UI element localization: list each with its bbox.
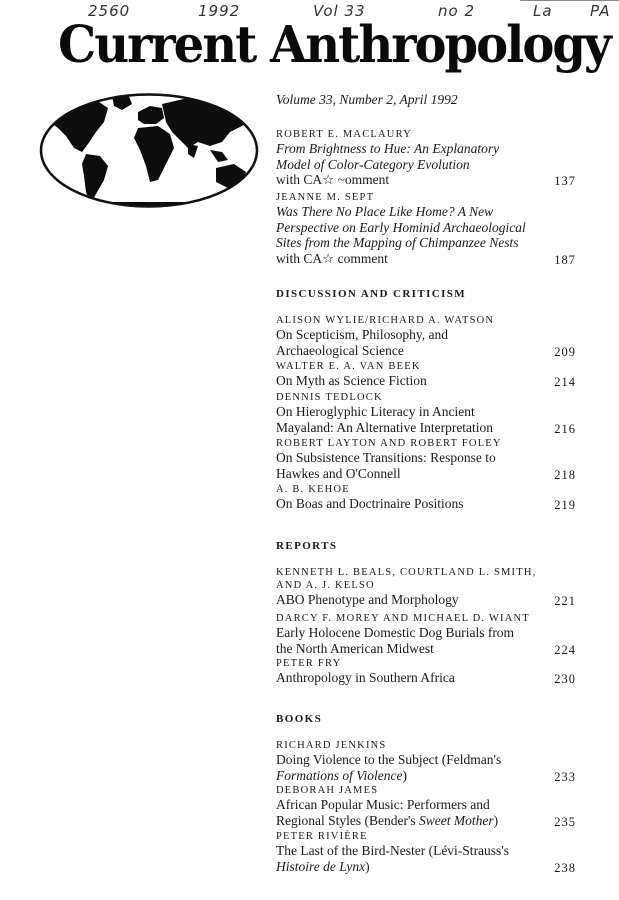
entry-author: RICHARD JENKINS <box>276 740 387 751</box>
article-title: with CA☆ ~omment <box>276 172 390 187</box>
annotation-number: 2560 <box>88 2 131 20</box>
entry-title-end: ) <box>365 858 370 874</box>
entry-last-line <box>276 592 576 608</box>
page-number: 224 <box>554 642 576 657</box>
article-entry[interactable] <box>276 128 576 188</box>
article-entry[interactable] <box>276 191 576 266</box>
discussion-entry[interactable] <box>276 483 576 512</box>
page-number: 219 <box>554 498 576 512</box>
article-comment-line <box>276 251 576 267</box>
entry-author: DENNIS TEDLOCK <box>276 392 383 403</box>
article-author: JEANNE M. SEPT <box>276 192 375 203</box>
book-review-entry[interactable] <box>276 830 576 874</box>
entry-title: On Boas and Doctrinaire Positions <box>276 496 464 511</box>
annotation-lang: La <box>533 2 553 20</box>
discussion-entry[interactable] <box>276 437 576 481</box>
section-heading-books: BOOKS <box>276 713 323 725</box>
entry-title: The Last of the Bird-Nester (Lévi-Strauss's <box>276 843 509 858</box>
entry-last-line <box>276 813 576 829</box>
discussion-entry[interactable] <box>276 314 576 358</box>
entry-title: Early Holocene Domestic Dog Burials from <box>276 625 515 640</box>
entry-author: PETER RIVIÈRE <box>276 831 368 842</box>
annotation-issue: no 2 <box>438 2 475 20</box>
entry-title: On Scepticism, Philosophy, and <box>276 327 448 342</box>
entry-title: Doing Violence to the Subject (Feldman's <box>276 752 502 767</box>
entry-title: On Hieroglyphic Literacy in Ancient <box>276 404 475 419</box>
report-entry[interactable] <box>276 612 576 656</box>
page-number: 214 <box>554 375 576 389</box>
article-comment-line <box>276 172 576 188</box>
page-number: 218 <box>554 467 576 482</box>
report-entry[interactable] <box>276 657 576 686</box>
page-number: 137 <box>554 174 576 188</box>
page-number: 235 <box>554 814 576 829</box>
section-heading-discussion: DISCUSSION AND CRITICISM <box>276 288 467 300</box>
entry-title: On Myth as Science Fiction <box>276 373 427 388</box>
book-title: Formations of Violence <box>276 767 403 783</box>
entry-author: WALTER E. A. VAN BEEK <box>276 361 421 372</box>
entry-title: Archaeological Science <box>276 342 404 358</box>
entry-author: ROBERT LAYTON AND ROBERT FOLEY <box>276 438 502 449</box>
book-review-entry[interactable] <box>276 739 576 783</box>
entry-title: Anthropology in Southern Africa <box>276 670 455 685</box>
entry-author: AND A. J. KELSO <box>276 580 375 591</box>
discussion-entry[interactable] <box>276 391 576 435</box>
annotation-year: 1992 <box>198 2 241 20</box>
entry-title: Regional Styles (Bender's <box>276 812 420 828</box>
article-author: ROBERT E. MACLAURY <box>276 129 412 140</box>
entry-last-line <box>276 373 576 389</box>
world-map-logo <box>38 92 260 209</box>
entry-author: PETER FRY <box>276 658 342 669</box>
article-title: with CA☆ comment <box>276 250 388 266</box>
issue-line: Volume 33, Number 2, April 1992 <box>276 92 458 107</box>
entry-title: ABO Phenotype and Morphology <box>276 592 459 607</box>
article-title: Sites from the Mapping of Chimpanzee Nests <box>276 235 519 250</box>
page-number: 230 <box>554 672 576 686</box>
entry-author: DEBORAH JAMES <box>276 785 379 796</box>
page-number: 216 <box>554 421 576 436</box>
entry-title: the North American Midwest <box>276 640 434 656</box>
page-number: 238 <box>554 860 576 875</box>
page-number: 187 <box>554 252 576 267</box>
entry-last-line <box>276 641 576 657</box>
entry-last-line <box>276 768 576 784</box>
entry-title: Mayaland: An Alternative Interpretation <box>276 419 494 435</box>
book-title: Sweet Mother <box>419 812 494 828</box>
entry-title: Hawkes and O'Connell <box>276 465 401 481</box>
entry-author: ALISON WYLIE/RICHARD A. WATSON <box>276 315 495 326</box>
annotation-class: PA <box>590 2 611 20</box>
book-review-entry[interactable] <box>276 784 576 828</box>
entry-author: A. B. KEHOE <box>276 484 350 495</box>
entry-last-line <box>276 420 576 436</box>
entry-last-line <box>276 670 576 686</box>
discussion-entry[interactable] <box>276 360 576 389</box>
report-entry[interactable] <box>276 566 576 608</box>
entry-last-line <box>276 859 576 875</box>
page-number: 221 <box>554 594 576 608</box>
top-rule <box>520 0 619 1</box>
article-title: From Brightness to Hue: An Explanatory <box>276 141 500 156</box>
article-title: Perspective on Early Hominid Archaeological <box>276 219 526 235</box>
article-title: Model of Color-Category Evolution <box>276 156 470 172</box>
entry-title-end: ) <box>402 767 407 783</box>
book-title: Histoire de Lynx <box>276 858 366 874</box>
page-number: 209 <box>554 344 576 359</box>
entry-author: DARCY F. MOREY AND MICHAEL D. WIANT <box>276 613 530 624</box>
entry-title: On Subsistence Transitions: Response to <box>276 450 496 465</box>
entry-title: African Popular Music: Performers and <box>276 797 490 812</box>
page-number: 233 <box>554 769 576 784</box>
annotation-volume: Vol 33 <box>313 2 366 20</box>
entry-author: KENNETH L. BEALS, COURTLAND L. SMITH, <box>276 567 537 578</box>
entry-title-end: ) <box>493 812 499 828</box>
entry-last-line <box>276 466 576 482</box>
article-title: Was There No Place Like Home? A New <box>276 204 494 219</box>
journal-title: Current Anthropology <box>58 16 610 75</box>
section-heading-reports: REPORTS <box>276 540 338 552</box>
entry-last-line <box>276 496 576 512</box>
entry-last-line <box>276 343 576 359</box>
